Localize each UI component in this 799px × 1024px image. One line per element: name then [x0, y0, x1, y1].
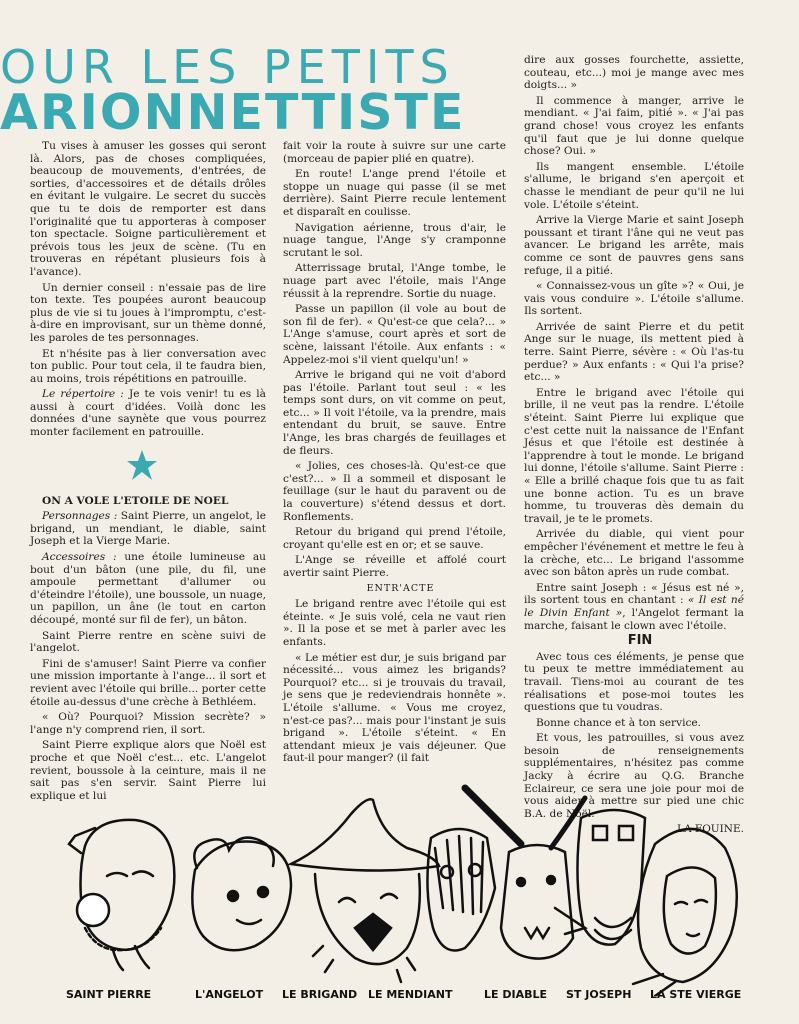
author-signature: LA FOUINE.	[677, 823, 744, 836]
paragraph: Arrivée de saint Pierre et du petit Ange sur le nuage, ils mettent pied à terre. Saint Pierre, sévère : « Où l'as-tu perdue? » Aux enfants : « Qui l'a prise? etc... »	[524, 320, 744, 384]
paragraph: Arrivée du diable, qui vient pour empêcher l'événement et mettre le feu à la crèche, etc... Le brigand l'assomme avec son bâton après un rude combat.	[524, 528, 744, 579]
article-title-line-1: OUR LES PETITS	[0, 40, 455, 94]
section-title: ON A VOLE L'ETOILE DE NOEL	[42, 494, 229, 507]
paragraph	[524, 582, 744, 632]
paragraph	[30, 388, 266, 438]
paragraph: « Jolies, ces choses-là. Qu'est-ce que c'est?... » Il a sommeil et disposant le feuillage (sur le haut du paravent ou de la couverture) s'étend dessus et dort. Ronflements.	[283, 460, 506, 523]
paragraph: Atterrissage brutal, l'Ange tombe, le nuage part avec l'étoile, mais l'Ange réussit à la reprendre. Sortie du nuage.	[283, 262, 506, 300]
paragraph: Entre le brigand avec l'étoile qui brille, il ne veut pas la rendre. L'étoile s'éteint. Saint Pierre lui explique que c'est cette nuit la naissance de l'Enfant Jésus et que l'étoile est destinée à l'apprendre à tout le monde. Le brigand lui donne, l'étoile s'allume. Saint Pierre : « Elle a brillé chaque fois que tu as fait une bonne action. Tu es un brave homme, tu trouveras dès demain du travail, je te le promets.	[524, 386, 744, 525]
paragraph	[30, 510, 266, 548]
paragraph: Un dernier conseil : n'essaie pas de lire ton texte. Tes poupées auront beaucoup plus de vie si tu joues à l'impromptu, c'est-à-dire en improvisant, sur un thème donné, les paroles de tes personnages.	[30, 281, 266, 344]
paragraph: En route! L'ange prend l'étoile et stoppe un nuage qui passe (il se met derrière). Saint Pierre recule lentement et disparaît en coulisse.	[283, 168, 506, 218]
paragraph	[30, 551, 266, 627]
caption-mendiant: LE MENDIANT	[368, 988, 453, 1001]
paragraph: Passe un papillon (il vole au bout de son fil de fer). « Qu'est-ce que cela?... » L'Ange s'amuse, court après et sort de scène, laissant l'étoile. Aux enfants : « Appelez-moi s'il vient quelqu'un! »	[283, 303, 506, 366]
text-column-1	[30, 140, 266, 805]
paragraph: Retour du brigand qui prend l'étoile, croyant qu'elle est en or; et se sauve.	[283, 526, 506, 551]
paragraph: dire aux gosses fourchette, assiette, couteau, etc...) moi je mange avec mes doigts... »	[524, 54, 744, 92]
vierge-puppet-icon	[633, 829, 737, 996]
caption-saint-pierre: SAINT PIERRE	[66, 988, 152, 1001]
paragraph: « Où? Pourquoi? Mission secrète? » l'ange n'y comprend rien, il sort.	[30, 711, 266, 736]
paragraph: Saint Pierre rentre en scène suivi de l'angelot.	[30, 629, 266, 655]
paragraph: Arrive le brigand qui ne voit d'abord pas l'étoile. Parlant tout seul : « les temps sont durs, on vit comme on peut, etc... » Il voit l'étoile, va la prendre, mais entendant du bruit, se sauve. Entre l'Ange, les bras chargés de feuillages et de fleurs.	[283, 369, 506, 457]
text-column-2	[283, 140, 506, 768]
paragraph: Tu vises à amuser les gosses qui seront là. Alors, pas de choses compliquées, beaucoup de mouvements, d'entrées, de sorties, d'accessoires et de détails drôles en évitant le vulgaire. Le secret du succès que tu te dois de remporter est dans l'originalité que tu apporteras à composer ton spectacle. Soigne particulièrement et prévois tous les jeux de scène. (Tu en trouveras en répétant plusieurs fois à l'avance).	[30, 140, 266, 278]
paragraph: Avec tous ces éléments, je pense que tu peux te mettre immédiatement au travail. Tiens-moi au courant de tes réalisations et pose-moi toutes les questions que tu voudras.	[524, 650, 744, 714]
paragraph: « Connaissez-vous un gîte »? « Oui, je vais vous conduire ». L'étoile s'allume. Ils sortent.	[524, 280, 744, 318]
puppet-heads-illustration	[55, 778, 745, 996]
caption-angelot: L'ANGELOT	[195, 988, 264, 1001]
song-title: « Il est né le Divin Enfant »	[524, 594, 744, 619]
paragraph: Le brigand rentre avec l'étoile qui est éteinte. « Je suis volé, cela ne vaut rien ». Il la pose et se met à parler avec les enfants.	[283, 598, 506, 648]
paragraph-text: Entre saint Joseph : « Jésus est né », ils sortent tous en chantant :	[524, 581, 744, 607]
paragraph-text: une étoile lumineuse au bout d'un bâton (une pile, du fil, une ampoule permettant d'allumer ou d'éteindre l'étoile), une boussole, un nuage, un papillon, un âne (le tout en carton découpé, monté sur fil de fer), un bâton.	[30, 551, 266, 626]
paragraph: Et n'hésite pas à lier conversation avec ton public. Pour tout cela, il te faudra bien, au moins, trois répétitions en patrouille.	[30, 347, 266, 385]
paragraph: L'Ange se réveille et affolé court avertir saint Pierre.	[283, 554, 506, 579]
saint-joseph-puppet-icon	[577, 810, 645, 945]
personnages-label: Personnages :	[42, 510, 118, 523]
caption-vierge: LA STE VIERGE	[650, 988, 742, 1001]
paragraph: Arrive la Vierge Marie et saint Joseph poussant et tirant l'âne qui ne veut pas avancer. Le brigand les arrête, mais comme ce sont de pauvres gens sans refuge, il a pitié.	[524, 214, 744, 277]
repertoire-label: Le répertoire :	[42, 388, 124, 401]
paragraph: Bonne chance et à ton service.	[536, 716, 702, 729]
saint-pierre-puppet-icon	[69, 820, 174, 970]
entracte-heading: ENTR'ACTE	[366, 582, 435, 594]
paragraph: « Le métier est dur, je suis brigand par nécessité... vous aimez les brigands? Pourquoi? etc... si je trouvais du travail, je sens que je redeviendrais honnête ». L'étoile s'allume. « Vous me croyez, n'est-ce pas?... mais pour l'instant je suis brigand ». L'étoile s'éteint. « En attendant mieux je vais déjeuner. Que faut-il pour manger? (il fait	[283, 651, 506, 765]
paragraph: Saint Pierre explique alors que Noël est proche et que Noël c'est... etc. L'angelot revient, boussole à la ceinture, mais il ne sait pas s'en servir. Saint Pierre lui explique et lui	[30, 739, 266, 802]
paragraph: Il commence à manger, arrive le mendiant. « J'ai faim, pitié ». « J'ai pas grand chose! vous croyez les enfants qu'il faut que je lui donne quelque chose? Oui. »	[524, 94, 744, 158]
mendiant-puppet-icon	[427, 829, 495, 951]
fin-heading: FIN	[627, 633, 653, 649]
paragraph-text: Saint Pierre, un angelot, le brigand, un mendiant, le diable, saint Joseph et la Vierge Marie.	[30, 510, 267, 548]
paragraph-text: Je te vois venir! tu es là aussi à court d'idées. Voilà donc les données d'une saynète que vous pourrez monter facilement en patrouille.	[30, 388, 266, 439]
brigand-puppet-icon	[291, 799, 439, 982]
caption-saint-joseph: ST JOSEPH	[566, 988, 632, 1001]
star-icon	[126, 449, 158, 481]
paragraph: Navigation aérienne, trous d'air, le nuage tangue, l'Ange s'y cramponne scrutant le sol.	[283, 221, 506, 259]
text-column-3	[524, 54, 744, 839]
paragraph-text: , l'Angelot fermant la marche, faisant le clown avec l'étoile.	[524, 606, 744, 632]
paragraph: Et vous, les patrouilles, si vous avez besoin de renseignements supplémentaires, n'hésitez pas comme Jacky à écrire au Q.G. Branche Eclaireur, ce sera une joie pour moi de vous aider à mettre sur pied une chic B.A. de Noël.	[524, 732, 744, 820]
article-title-line-2: ARIONNETTISTE	[0, 84, 466, 141]
caption-brigand: LE BRIGAND	[282, 988, 358, 1001]
paragraph: fait voir la route à suivre sur une carte (morceau de papier plié en quatre).	[283, 140, 506, 165]
angelot-puppet-icon	[192, 838, 291, 951]
paragraph: Ils mangent ensemble. L'étoile s'allume, le brigand s'en aperçoit et chasse le mendiant de peur qu'il ne lui vole. L'étoile s'éteint.	[524, 160, 744, 211]
paragraph: Fini de s'amuser! Saint Pierre va confier une mission importante à l'ange... il sort et revient avec l'étoile qui brille... porter cette étoile au-dessus d'une crèche à Bethléem.	[30, 657, 266, 708]
accessoires-label: Accessoires :	[42, 551, 117, 564]
illustration-captions	[60, 988, 750, 1008]
caption-diable: LE DIABLE	[484, 988, 547, 1001]
